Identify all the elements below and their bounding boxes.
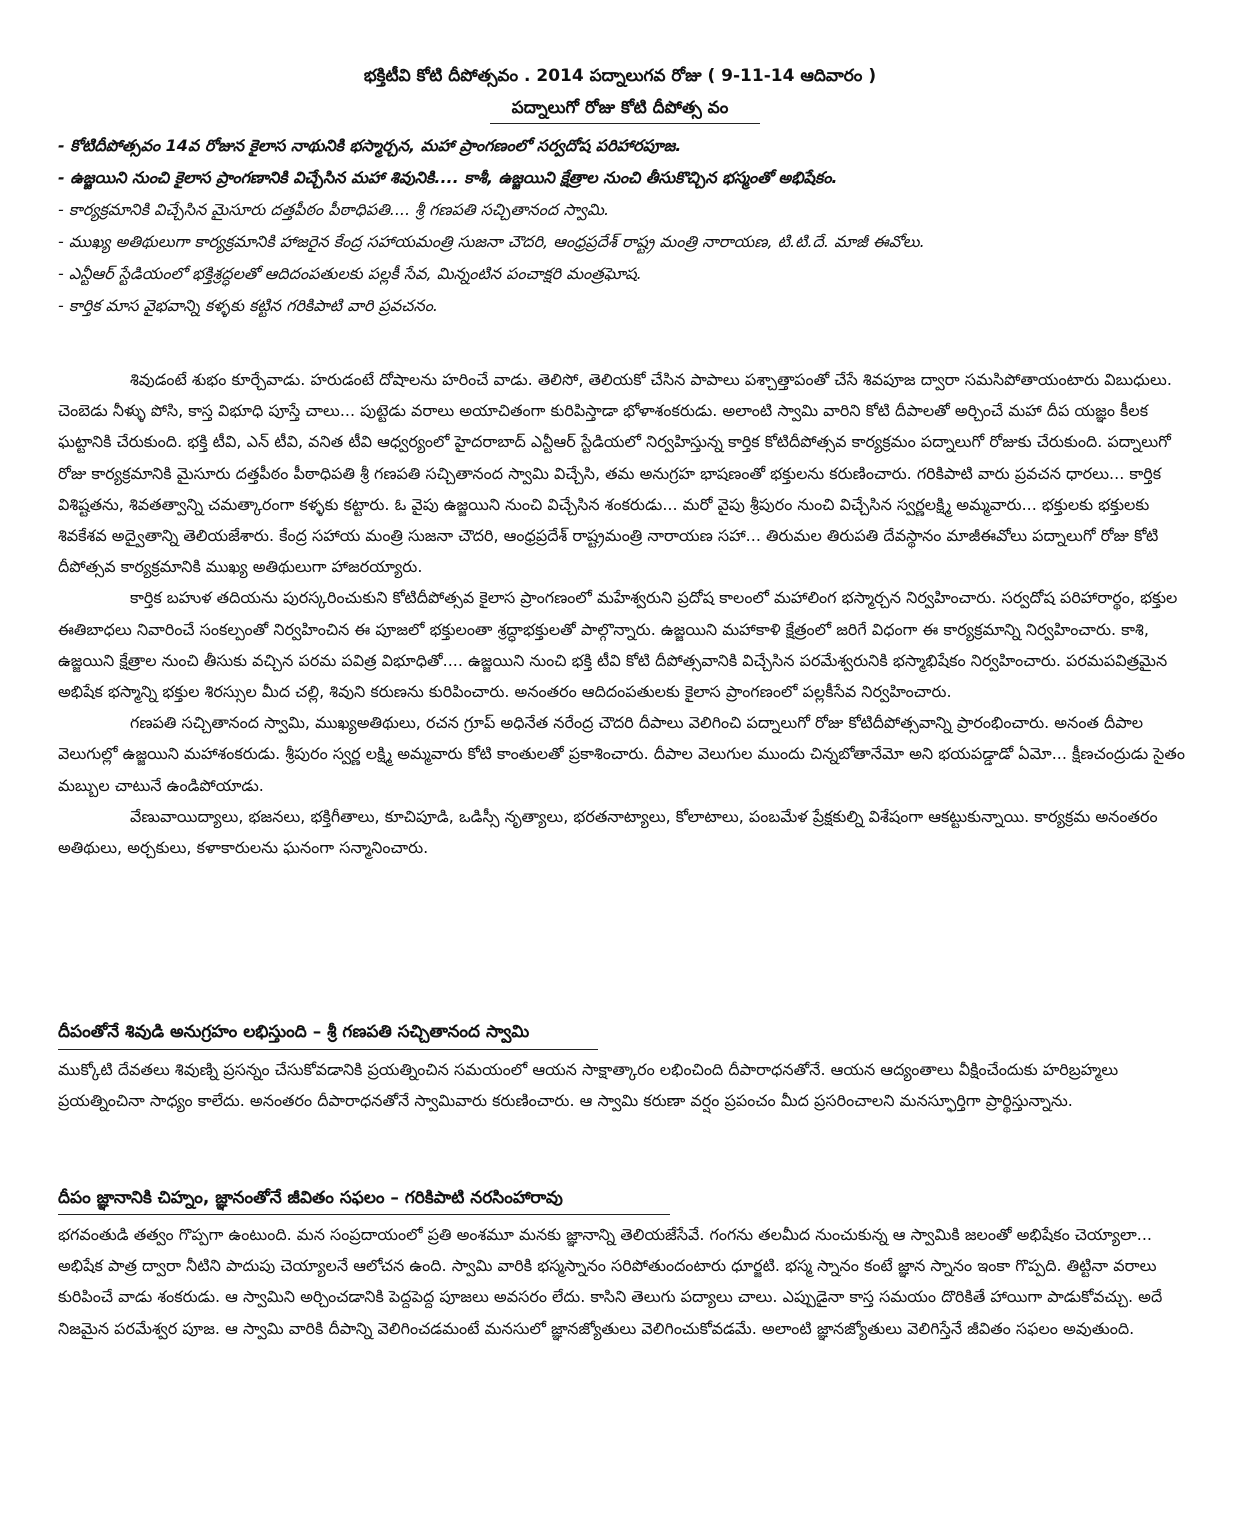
section-body	[58, 1219, 1198, 1344]
subtitle-underline	[490, 123, 760, 124]
highlight-item: - ఉజ్జయిని నుంచి కైలాస ప్రాంగణానికి విచ్చేసిన మహా శివునికి.... కాశీ, ఉజ్జయిని క్షేత్రాల నుంచి తీసుకొచ్చిన భస్మంతో అభిషేకం.	[58, 168, 838, 187]
body-paragraph: ముక్కోటి దేవతలు శివుణ్ని ప్రసన్నం చేసుకోవడానికి ప్రయత్నించిన సమయంలో ఆయన సాక్షాత్కారం లభించింది దీపారాధనతోనే. ఆయన ఆద్యంతాలు వీక్షించేందుకు హరిబ్రహ్మలు ప్రయత్నించినా సాధ్యం కాలేదు. అనంతరం దీపారాధనతోనే స్వామివారు కరుణించారు. ఆ స్వామి కరుణా వర్షం ప్రపంచం మీద ప్రసరించాలని మనస్ఫూర్తిగా ప్రార్థిస్తున్నాను.	[58, 1060, 1119, 1111]
section-heading: దీపంతోనే శివుడి అనుగ్రహం లభిస్తుంది – శ్రీ గణపతి సచ్చితానంద స్వామి	[58, 1022, 530, 1042]
document-subtitle: పద్నాలుగో రోజు కోటి దీపోత్స వం	[511, 98, 729, 118]
body-paragraph: వేణువాయిద్యాలు, భజనలు, భక్తిగీతాలు, కూచిపూడి, ఒడిస్సీ నృత్యాలు, భరతనాట్యాలు, కోలాటాలు, పంబమేళ ప్రేక్షకుల్ని విశేషంగా ఆకట్టుకున్నాయి. కార్యక్రమ అనంతరం అతిథులు, అర్చకులు, కళాకారులను ఘనంగా సన్మానించారు.	[58, 806, 1158, 858]
body-paragraph: శివుడంటే శుభం కూర్చేవాడు. హరుడంటే దోషాలను హరించే వాడు. తెలిసో, తెలియకో చేసిన పాపాలు పశ్చాత్తాపంతో చేసే శివపూజ ద్వారా సమసిపోతాయంటారు విబుధులు. చెంబెడు నీళ్ళు పోసి, కాస్త విభూధి పూస్తే చాలు... పుట్టెడు వరాలు అయాచితంగా కురిపిస్తాడా భోళాశంకరుడు. అలాంటి స్వామి వారిని కోటి దీపాలతో అర్చించే మహా దీప యజ్ఞం కీలక ఘట్టానికి చేరుకుంది. భక్తి టీవి, ఎన్ టీవి, వనిత టీవి ఆధ్వర్యంలో హైదరాబాద్ ఎన్టీఆర్ స్టేడియలో నిర్వహిస్తున్న కార్తిక కోటిదీపోత్సవ కార్యక్రమం పద్నాలుగో రోజుకు చేరుకుంది. పద్నాలుగో రోజు కార్యక్రమానికి మైసూరు దత్తపీఠం పీఠాధిపతి శ్రీ గణపతి సచ్చితానంద స్వామి విచ్చేసి, తమ అనుగ్రహ భాషణంతో భక్తులను కరుణించారు. గరికిపాటి వారు ప్రవచన ధారలు... కార్తిక విశిష్టతను, శివతత్వాన్ని చమత్కారంగా కళ్ళకు కట్టారు. ఓ వైపు ఉజ్జయిని నుంచి విచ్చేసిన శంకరుడు... మరో వైపు శ్రీపురం నుంచి విచ్చేసిన స్వర్ణలక్ష్మి అమ్మవారు... భక్తులకు భక్తులకు శివకేశవ అద్వైతాన్ని తెలియజేశారు. కేంద్ర సహాయ మంత్రి సుజనా చౌదరి, ఆంధ్రప్రదేశ్ రాష్ట్రమంత్రి నారాయణ సహా... తిరుమల తిరుపతి దేవస్థానం మాజీఈవోలు పద్నాలుగో రోజు కోటి దీపోత్సవ కార్యక్రమానికి ముఖ్య అతిథులుగా హాజరయ్యారు.	[58, 370, 1172, 577]
highlight-item: - కార్యక్రమానికి విచ్చేసిన మైసూరు దత్తపీఠం పీఠాధిపతి.... శ్రీ గణపతి సచ్చితానంద స్వామి.	[58, 200, 610, 219]
body-paragraph: గణపతి సచ్చితానంద స్వామి, ముఖ్యఅతిథులు, రచన గ్రూప్ అధినేత నరేంద్ర చౌదరి దీపాలు వెలిగించి పద్నాలుగో రోజు కోటిదీపోత్సవాన్ని ప్రారంభించారు. అనంత దీపాల వెలుగుల్లో ఉజ్జయిని మహాశంకరుడు. శ్రీపురం స్వర్ణ లక్ష్మి అమ్మవారు కోటి కాంతులతో ప్రకాశించారు. దీపాల వెలుగుల ముందు చిన్నబోతానేమో అని భయపడ్డాడో ఏమో... క్షీణచంద్రుడు సైతం మబ్బుల చాటునే ఉండిపోయాడు.	[58, 713, 1185, 795]
highlight-item: - ఎన్టీఆర్ స్టేడియంలో భక్తిశ్రద్ధలతో ఆదిదంపతులకు పల్లకీ సేవ, మిన్నంటిన పంచాక్షరి మంత్రఘోష.	[58, 264, 642, 283]
document-title: భక్తిటీవి కోటి దీపోత్సవం . 2014 పద్నాలుగవ రోజు ( 9-11-14 ఆదివారం )	[363, 66, 877, 86]
main-article	[58, 364, 1198, 863]
highlight-item: - కార్తిక మాస వైభవాన్ని కళ్ళకు కట్టిన గరికిపాటి వారి ప్రవచనం.	[58, 296, 438, 315]
body-paragraph: భగవంతుడి తత్వం గొప్పగా ఉంటుంది. మన సంప్రదాయంలో ప్రతి అంశమూ మనకు జ్ఞానాన్ని తెలియజేసేవే. గంగను తలమీద నుంచుకున్న ఆ స్వామికి జలంతో అభిషేకం చెయ్యాలా... అభిషేక పాత్ర ద్వారా నీటిని పాదుపు చెయ్యాలనే ఆలోచన ఉంది. స్వామి వారికి భస్మస్నానం సరిపోతుందంటారు ధూర్జటి. భస్మ స్నానం కంటే జ్ఞాన స్నానం ఇంకా గొప్పది. తిట్టినా వరాలు కురిపించే వాడు శంకరుడు. ఆ స్వామిని అర్చించడానికి పెద్దపెద్ద పూజలు అవసరం లేదు. కాసిని తెలుగు పద్యాలు చాలు. ఎప్పుడైనా కాస్త సమయం దొరికితే హాయిగా పాడుకోవచ్చు. అదే నిజమైన పరమేశ్వర పూజ. ఆ స్వామి వారికి దీపాన్ని వెలిగించడమంటే మనసులో జ్ఞానజ్యోతులు వెలిగించుకోవడమే. అలాంటి జ్ఞానజ్యోతులు వెలిగిస్తేనే జీవితం సఫలం అవుతుంది.	[58, 1225, 1163, 1338]
heading-underline	[58, 1214, 670, 1215]
highlight-item: - ముఖ్య అతిథులుగా కార్యక్రమానికి హాజరైన కేంద్ర సహాయమంత్రి సుజనా చౌదరి, ఆంధ్రప్రదేశ్ రాష్ట్ర మంత్రి నారాయణ, టి.టి.దే. మాజీ ఈవోలు.	[58, 232, 925, 251]
highlight-item: - కోటిదీపోత్సవం 14వ రోజున కైలాస నాథునికి భస్మార్చన, మహా ప్రాంగణంలో సర్వదోష పరిహారపూజ.	[58, 136, 682, 155]
heading-underline	[58, 1049, 598, 1050]
highlights-list	[58, 130, 1198, 322]
section-body	[58, 1054, 1198, 1116]
body-paragraph: కార్తిక బహుళ తదియను పురస్కరించుకుని కోటిదీపోత్సవ కైలాస ప్రాంగణంలో మహేశ్వరుని ప్రదోష కాలంలో మహాలింగ భస్మార్చన నిర్వహించారు. సర్వదోష పరిహారార్థం, భక్తుల ఈతిబాధలు నివారించే సంకల్పంతో నిర్వహించిన ఈ పూజలో భక్తులంతా శ్రద్ధాభక్తులతో పాల్గొన్నారు. ఉజ్జయిని మహాకాళి క్షేత్రంలో జరిగే విధంగా ఈ కార్యక్రమాన్ని నిర్వహించారు. కాశి, ఉజ్జయిని క్షేత్రాల నుంచి తీసుకు వచ్చిన పరమ పవిత్ర విభూధితో.... ఉజ్జయిని నుంచి భక్తి టీవి కోటి దీపోత్సవానికి విచ్చేసిన పరమేశ్వరునికి భస్మాభిషేకం నిర్వహించారు. పరమపవిత్రమైన అభిషేక భస్మాన్ని భక్తుల శిరస్సుల మీద చల్లి, శివుని కరుణను కురిపించారు. అనంతరం ఆదిదంపతులకు కైలాస ప్రాంగణంలో పల్లకీసేవ నిర్వహించారు.	[58, 588, 1178, 702]
section-heading: దీపం జ్ఞానానికి చిహ్నం, జ్ఞానంతోనే జీవితం సఫలం – గరికిపాటి నరసింహారావు	[58, 1188, 563, 1208]
